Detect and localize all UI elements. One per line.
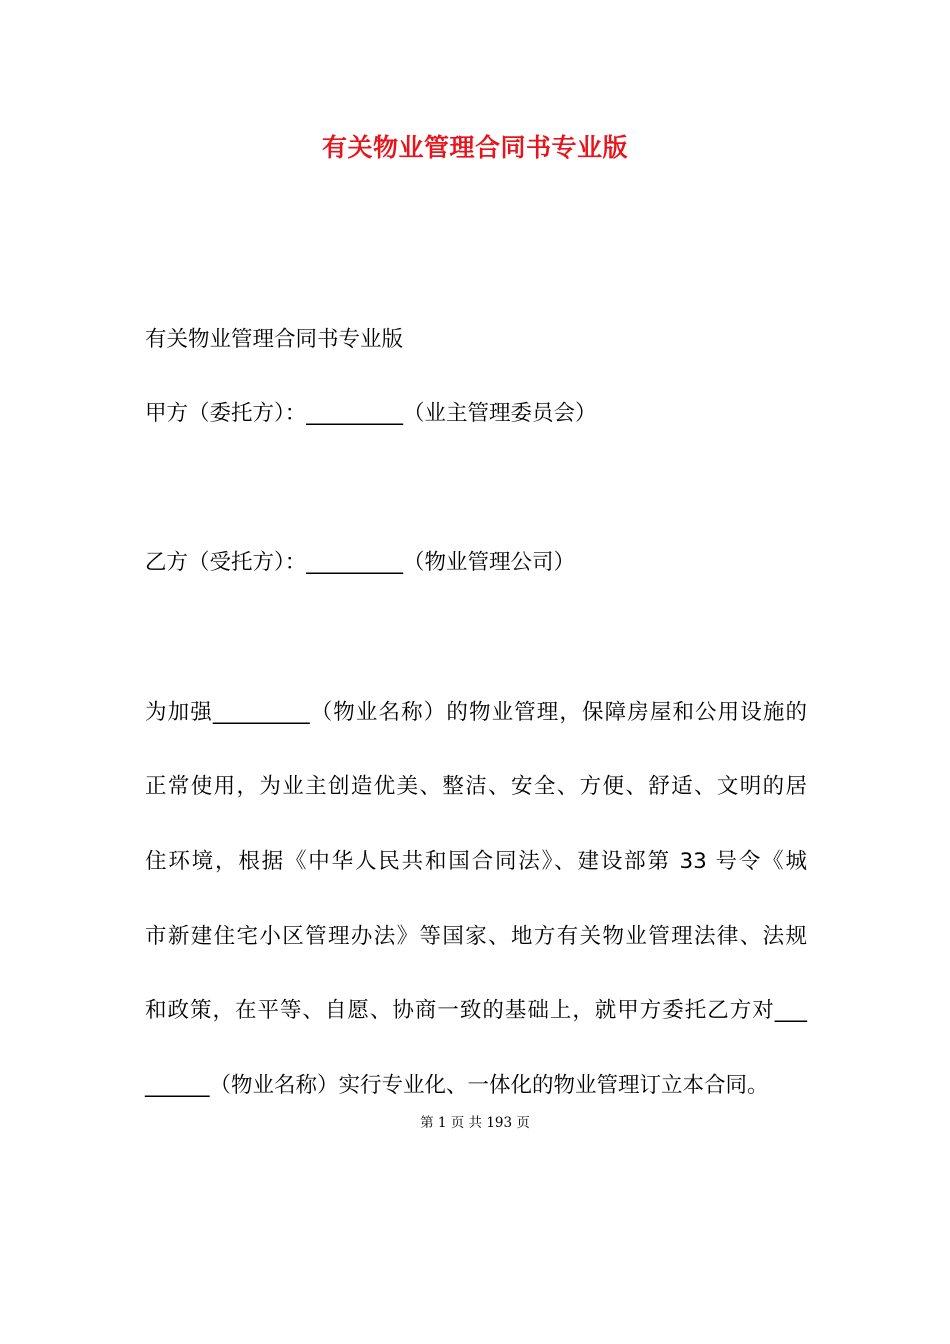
party-a-line: 甲方（委托方）：_________（业主管理委员会） <box>145 401 597 426</box>
document-subtitle: 有关物业管理合同书专业版 <box>145 327 404 352</box>
preamble-line: 正常使用，为业主创造优美、整洁、安全、方便、舒适、文明的居 <box>145 774 807 799</box>
preamble-line: 住环境，根据《中华人民共和国合同法》、建设部第 33 号令《城 <box>145 849 807 874</box>
preamble-line: 市新建住宅小区管理办法》等国家、地方有关物业管理法律、法规 <box>145 924 807 949</box>
preamble-line: ______（物业名称）实行专业化、一体化的物业管理订立本合同。 <box>145 1073 769 1098</box>
document-title: 有关物业管理合同书专业版 <box>321 133 628 162</box>
party-b-line: 乙方（受托方）：_________（物业管理公司） <box>145 550 576 575</box>
preamble-line: 为加强_________（物业名称）的物业管理，保障房屋和公用设施的 <box>145 700 807 725</box>
page-number-footer: 第 1 页 共 193 页 <box>420 1115 530 1131</box>
preamble-line: 和政策，在平等、自愿、协商一致的基础上，就甲方委托乙方对___ <box>145 998 807 1023</box>
